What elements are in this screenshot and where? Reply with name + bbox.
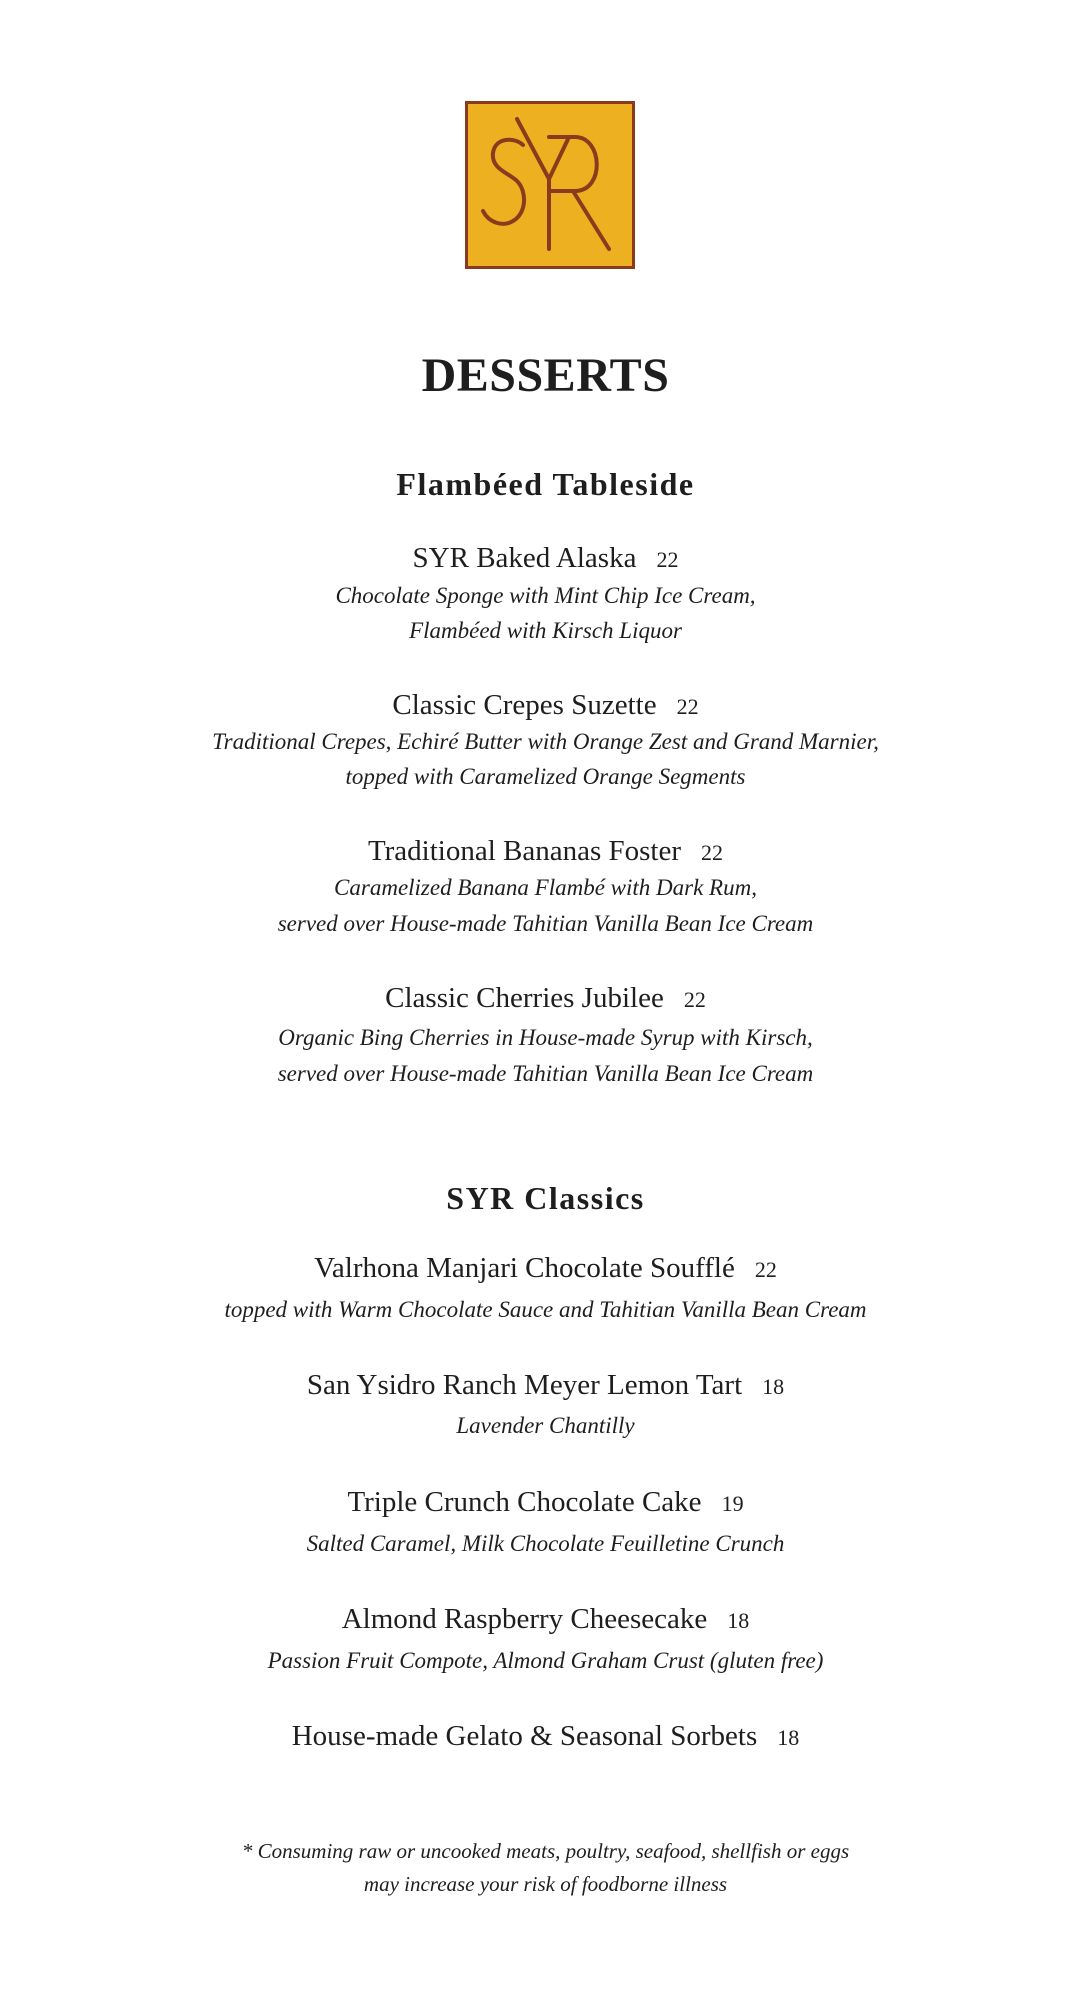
item-description: Salted Caramel, Milk Chocolate Feuilletine Crunch — [306, 1531, 785, 1556]
item-price: 22 — [683, 987, 706, 1012]
section-title-syr-classics: SYR Classics — [446, 1180, 645, 1216]
item-description: served over House-made Tahitian Vanilla Bean Ice Cream — [277, 911, 814, 936]
menu-item-name — [0, 1601, 1091, 1639]
item-description: topped with Warm Chocolate Sauce and Tahitian Vanilla Bean Cream — [224, 1297, 867, 1322]
item-price: 22 — [656, 547, 679, 572]
menu-item-name — [0, 540, 1091, 578]
item-name: House-made Gelato & Seasonal Sorbets — [291, 1720, 758, 1752]
menu-item-name — [0, 687, 1091, 725]
menu-item-name — [0, 1250, 1091, 1288]
item-price: 18 — [762, 1374, 785, 1399]
item-name: San Ysidro Ranch Meyer Lemon Tart — [306, 1369, 743, 1401]
item-price: 22 — [701, 840, 724, 865]
item-name: Valrhona Manjari Chocolate Soufflé — [314, 1252, 735, 1284]
menu-title: DESSERTS — [421, 349, 670, 402]
item-name: Almond Raspberry Cheesecake — [341, 1603, 708, 1635]
item-description: Flambéed with Kirsch Liquor — [409, 618, 682, 643]
item-description: Passion Fruit Compote, Almond Graham Crust (gluten free) — [267, 1648, 824, 1673]
item-description: Traditional Crepes, Echiré Butter with Orange Zest and Grand Marnier, — [212, 729, 879, 754]
menu-item-name — [0, 1718, 1091, 1756]
item-description: Organic Bing Cherries in House-made Syrup with Kirsch, — [278, 1025, 813, 1050]
item-description: Lavender Chantilly — [456, 1413, 635, 1438]
section-title-flambeed: Flambéed Tableside — [396, 466, 695, 502]
item-name: Traditional Bananas Foster — [367, 835, 682, 867]
item-description: Chocolate Sponge with Mint Chip Ice Cream, — [335, 583, 756, 608]
menu-item-name — [0, 1484, 1091, 1522]
menu-item-name — [0, 833, 1091, 871]
item-name: Triple Crunch Chocolate Cake — [347, 1486, 702, 1518]
footer-note: * Consuming raw or uncooked meats, poultry, seafood, shellfish or eggs — [241, 1839, 850, 1863]
item-price: 18 — [777, 1725, 800, 1750]
item-price: 22 — [754, 1257, 777, 1282]
syr-logo — [465, 101, 635, 269]
item-name: SYR Baked Alaska — [412, 542, 637, 574]
item-description: Caramelized Banana Flambé with Dark Rum, — [334, 875, 757, 900]
item-description: topped with Caramelized Orange Segments — [345, 764, 746, 789]
footer-note: may increase your risk of foodborne illness — [363, 1872, 728, 1896]
menu-item-name — [0, 1367, 1091, 1405]
menu-item-name — [0, 980, 1091, 1018]
item-description: served over House-made Tahitian Vanilla Bean Ice Cream — [277, 1061, 814, 1086]
item-name: Classic Cherries Jubilee — [385, 982, 664, 1014]
item-price: 18 — [727, 1608, 750, 1633]
item-price: 19 — [721, 1491, 744, 1516]
item-name: Classic Crepes Suzette — [392, 689, 657, 721]
item-price: 22 — [676, 694, 699, 719]
